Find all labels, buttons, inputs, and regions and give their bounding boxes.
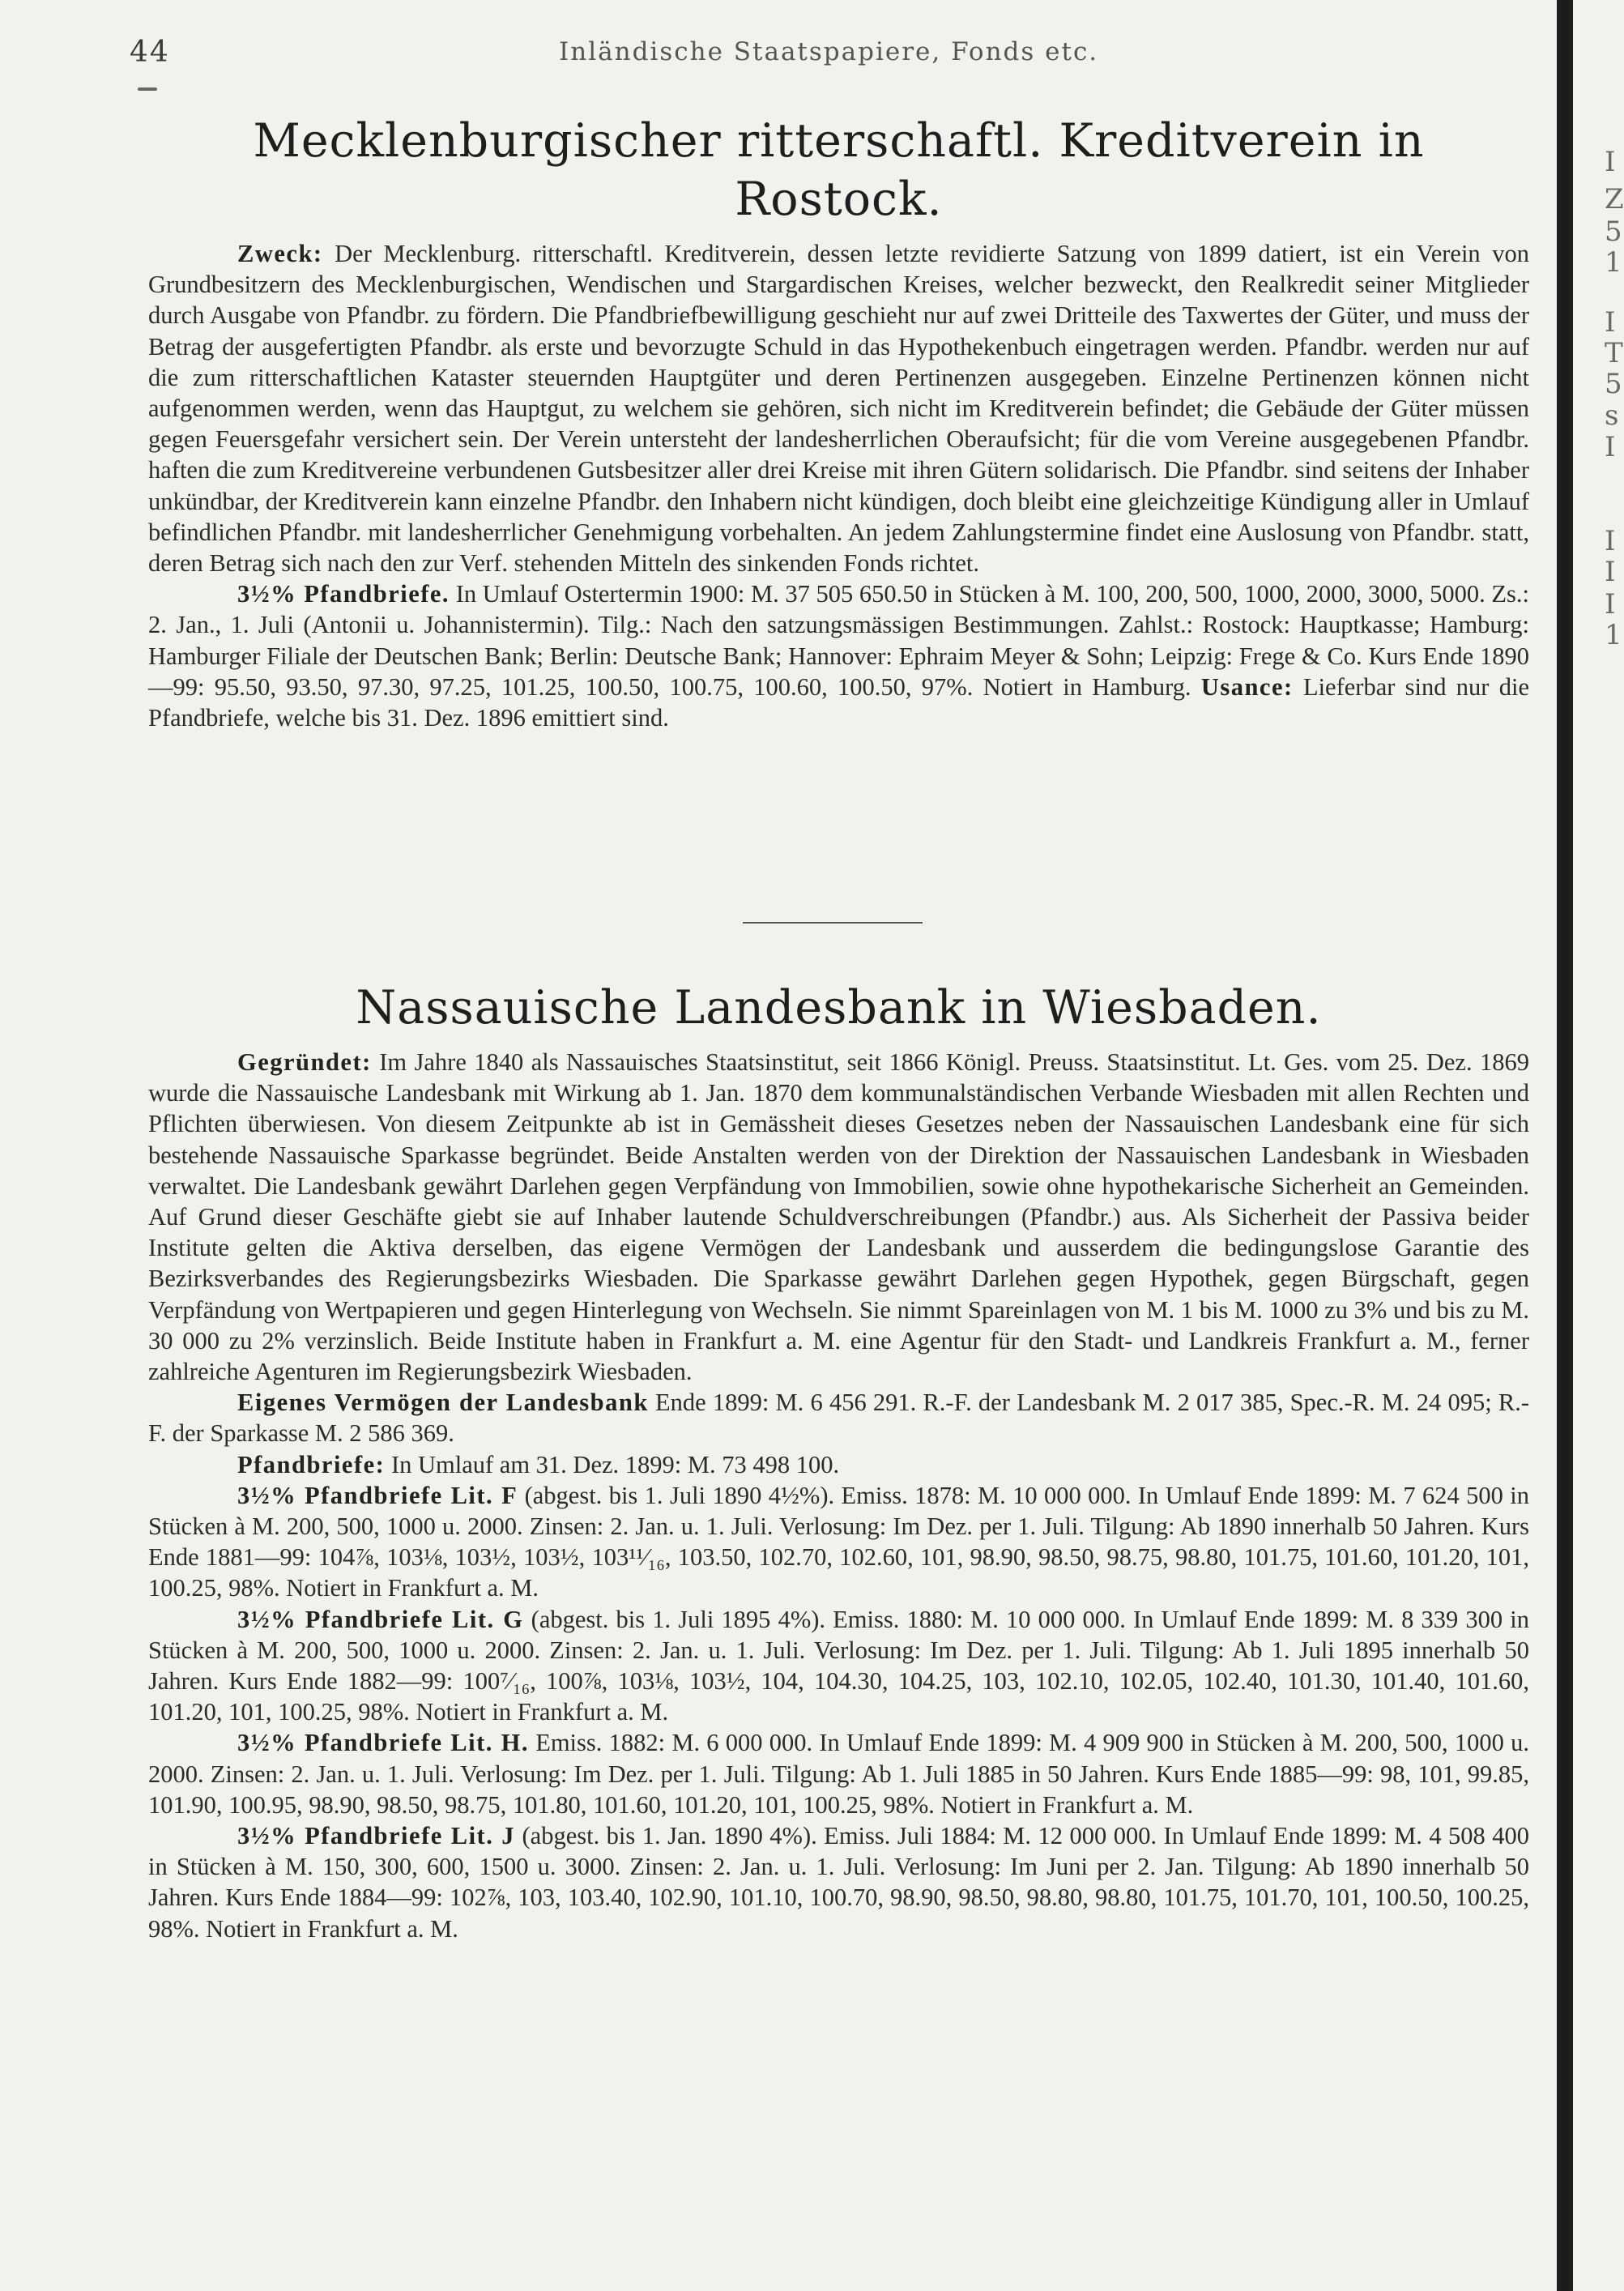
paragraph-label: 3½% Pfandbriefe Lit. H.: [237, 1729, 529, 1757]
paragraph-gegruendet: Gegründet: Im Jahre 1840 als Nassauisches Staatsinstitut, seit 1866 Königl. Preuss. Staatsinstitut. Lt. Ges. vom 25. Dez. 1869 wurde die Nassauische Landesbank mit Wirkung ab 1. Jan. 1870 dem kommunalständischen Verbande Wiesbaden mit allen Rechten und Pflichten überwiesen. Von diesem Zeitpunkte ab ist in Gemässheit dieses Gesetzes neben der Nassauischen Landesbank eine für sich bestehende Nassauische Sparkasse begründet. Beide Anstalten werden von der Direktion der Nassauischen Landesbank in Wiesbaden verwaltet. Die Landesbank gewährt Darlehen gegen Verpfändung von Immobilien, sowie ohne hypothekarische Sicherheit an Gemeinden. Auf Grund dieser Geschäfte giebt sie auf Inhaber lautende Schuldverschreibungen (Pfandbr.) aus. Als Sicherheit der Passiva beider Institute gelten die Aktiva derselben, das eigene Vermögen der Landesbank und ausserdem die bedingungslose Garantie des Bezirksverbandes des Regierungsbezirks Wiesbaden. Die Sparkasse gewährt Darlehen gegen Hypothek, gegen Bürgschaft, gegen Verpfändung von Wertpapieren und gegen Hinterlegung von Wechseln. Sie nimmt Spareinlagen von M. 1 bis M. 1000 zu 3% und bis zu M. 30 000 zu 2% verzinslich. Beide Institute haben in Frankfurt a. M. eine Agentur für den Stadt- und Landkreis Frankfurt a. M., ferner zahlreiche Agenturen im Regierungsbezirk Wiesbaden.: [148, 1048, 1529, 1386]
binding-edge-rule: [1557, 0, 1573, 2291]
print-speck: [138, 87, 157, 91]
page-number: 44: [130, 36, 170, 69]
section-mecklenburg-kreditverein: [148, 112, 1529, 733]
paragraph-label: Eigenes Vermögen der Landesbank: [237, 1389, 649, 1417]
paragraph-pfandbriefe-total: Pfandbriefe: In Umlauf am 31. Dez. 1899: M. 73 498 100.: [237, 1450, 840, 1478]
paragraph-vermoegen: Eigenes Vermögen der Landesbank Ende 1899: M. 6 456 291. R.-F. der Landesbank M. 2 017 385, Spec.-R. M. 24 095; R.-F. der Sparkasse M. 2 586 369.: [148, 1389, 1530, 1448]
paragraph-lit-j: 3½% Pfandbriefe Lit. J (abgest. bis 1. Jan. 1890 4%). Emiss. Juli 1884: M. 12 000 000. In Umlauf Ende 1899: M. 4 508 400 in Stücken à M. 150, 300, 600, 1500 u. 3000. Zinsen: 2. Jan. u. 1. Juli. Verlosung: Im Juni per 2. Jan. Tilgung: Ab 1890 innerhalb 50 Jahren. Kurs Ende 1884—99: 102⅞, 103, 103.40, 102.90, 101.10, 100.70, 98.90, 98.50, 98.80, 98.80, 101.75, 101.70, 101, 100.50, 100.25, 98%. Notiert in Frankfurt a. M.: [148, 1822, 1529, 1943]
section-body: [148, 238, 1529, 733]
paragraph-lit-f: 3½% Pfandbriefe Lit. F (abgest. bis 1. Juli 1890 4½%). Emiss. 1878: M. 10 000 000. In Umlauf Ende 1899: M. 7 624 500 in Stücken à M. 200, 500, 1000 u. 2000. Zinsen: 2. Jan. u. 1. Juli. Verlosung: Im Dez. per 1. Juli. Tilgung: Ab 1890 innerhalb 50 Jahren. Kurs Ende 1881—99: 104⅞, 103⅛, 103½, 103½, 103¹¹⁄₁₆, 103.50, 102.70, 102.60, 101, 98.90, 98.50, 98.75, 98.80, 101.75, 101.60, 101.20, 101, 100.25, 98%. Notiert in Frankfurt a. M.: [148, 1481, 1529, 1602]
paragraph-lit-h: 3½% Pfandbriefe Lit. H. Emiss. 1882: M. 6 000 000. In Umlauf Ende 1899: M. 4 909 900 in Stücken à M. 200, 500, 1000 u. 2000. Zinsen: 2. Jan. u. 1. Juli. Verlosung: Im Dez. per 1. Juli. Tilgung: Ab 1. Juli 1885 in 50 Jahren. Kurs Ende 1885—99: 98, 101, 99.85, 101.90, 100.95, 98.90, 98.50, 98.75, 101.80, 101.60, 101.20, 101, 100.25, 98%. Notiert in Frankfurt a. M.: [148, 1729, 1529, 1819]
paragraph-pfandbriefe: 3½% Pfandbriefe. In Umlauf Ostertermin 1900: M. 37 505 650.50 in Stücken à M. 100, 200, 500, 1000, 2000, 3000, 5000. Zs.: 2. Jan., 1. Juli (Antonii u. Johannistermin). Tilg.: Nach den satzungsmässigen Bestimmungen. Zahlst.: Rostock: Hauptkasse; Hamburg: Hamburger Filiale der Deutschen Bank; Berlin: Deutsche Bank; Hannover: Ephraim Meyer & Sohn; Leipzig: Frege & Co. Kurs Ende 1890—99: 95.50, 93.50, 97.30, 97.25, 101.25, 100.50, 100.75, 100.60, 100.50, 97%. Notiert in Hamburg. Usance: Lieferbar sind nur die Pfandbriefe, welche bis 31. Dez. 1896 emittiert sind.: [148, 580, 1529, 732]
section-title: Nassauische Landesbank in Wiesbaden.: [356, 981, 1322, 1035]
running-head: [130, 36, 1539, 68]
paragraph-label: Usance:: [1200, 672, 1294, 701]
running-title: Inländische Staatspapiere, Fonds etc.: [559, 37, 1099, 66]
paragraph-label: 3½% Pfandbriefe Lit. F: [237, 1481, 518, 1509]
paragraph-label: 3½% Pfandbriefe Lit. J: [237, 1822, 516, 1850]
paragraph-label: Zweck:: [237, 240, 323, 267]
paragraph-label: Pfandbriefe:: [237, 1450, 386, 1478]
paragraph-label: 3½% Pfandbriefe Lit. G: [237, 1605, 524, 1633]
paragraph-lit-g: 3½% Pfandbriefe Lit. G (abgest. bis 1. Juli 1895 4%). Emiss. 1880: M. 10 000 000. In Umlauf Ende 1899: M. 8 339 300 in Stücken à M. 200, 500, 1000 u. 2000. Zinsen: 2. Jan. u. 1. Juli. Verlosung: Im Dez. per 1. Juli. Tilgung: Ab 1. Juli 1895 innerhalb 50 Jahren. Kurs Ende 1882—99: 100⁷⁄₁₆, 100⅞, 103⅛, 103½, 104, 104.30, 104.25, 103, 102.10, 102.05, 102.40, 101.30, 101.40, 101.60, 101.20, 101, 100.25, 98%. Notiert in Frankfurt a. M.: [148, 1605, 1529, 1726]
adjacent-page-margin: I Z 5 1 I T 5 s I I I I 1: [1605, 146, 1624, 651]
section-title: Mecklenburgischer ritterschaftl. Kreditverein in Rostock.: [253, 114, 1425, 226]
paragraph-zweck: Zweck: Der Mecklenburg. ritterschaftl. Kreditverein, dessen letzte revidierte Satzung von 1899 datiert, ist ein Verein von Grundbesitzern des Mecklenburgischen, Wendischen und Stargardischen Kreises, welcher bezweckt, den Realkredit seiner Mitglieder durch Ausgabe von Pfandbr. zu fördern. Die Pfandbriefbewilligung geschieht nur auf zwei Dritteile des Taxwertes der Güter, und muss der Betrag der ausgefertigten Pfandbr. als erste und bevorzugte Schuld in das Hypothekenbuch eingetragen werden. Pfandbr. werden nur auf die zum ritterschaftlichen Kataster steuernden Hauptgüter und deren Pertinenzen ausgegeben. Einzelne Pertinenzen können nicht aufgenommen werden, wenn das Hauptgut, zu welchem sie gehören, sich nicht im Kreditverein befindet; die Gebäude der Güter müssen gegen Feuersgefahr versichert sein. Der Verein untersteht der landesherrlichen Oberaufsicht; für die vom Vereine ausgegebenen Pfandbr. haften die zum Kreditvereine verbundenen Gutsbesitzer aller drei Kreise mit ihren Gütern solidarisch. Die Pfandbr. sind seitens der Inhaber unkündbar, der Kreditverein kann einzelne Pfandbr. den Inhabern nicht kündigen, doch bleibt eine gleichzeitige Kündigung aller in Umlauf befindlichen Pfandbr. mit landesherrlicher Genehmigung vorbehalten. An jedem Zahlungstermine findet eine Auslosung von Pfandbr. statt, deren Betrag sich nach den zur Verf. stehenden Mitteln des sinkenden Fonds richtet.: [148, 240, 1529, 578]
paragraph-label: 3½% Pfandbriefe.: [237, 580, 450, 608]
paragraph-label: Gegründet:: [237, 1048, 372, 1076]
section-nassauische-landesbank: [148, 979, 1529, 1944]
section-body: [148, 1047, 1529, 1944]
section-divider: [743, 922, 923, 924]
